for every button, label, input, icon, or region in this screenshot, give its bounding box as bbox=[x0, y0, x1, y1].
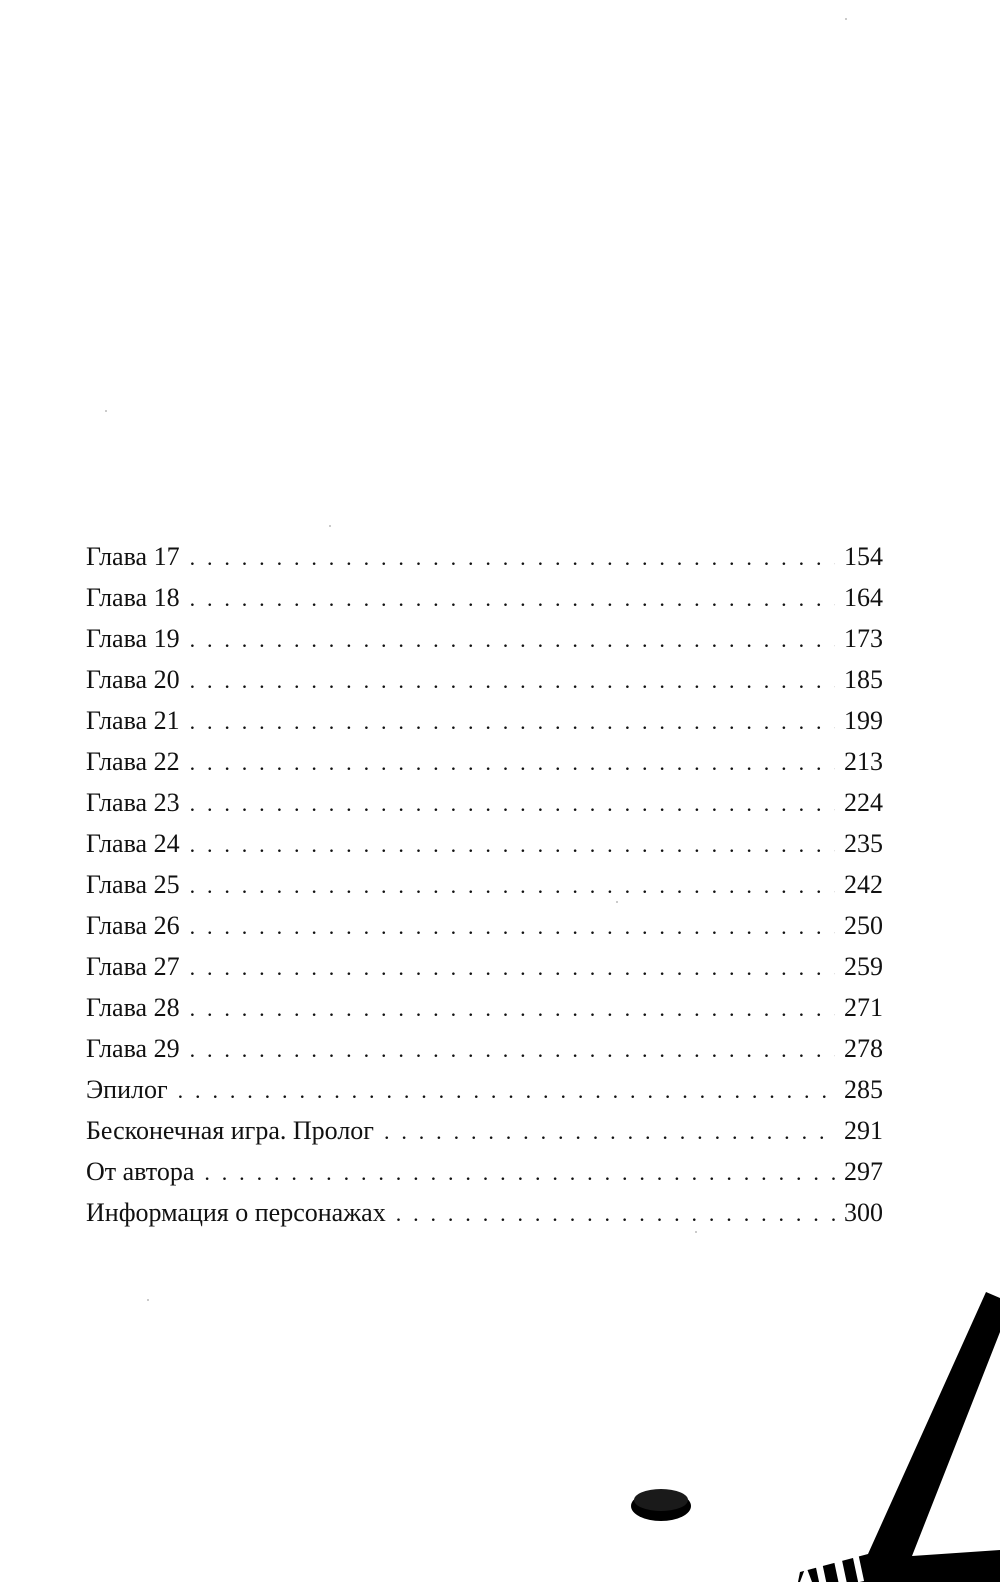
toc-entry-page: 154 bbox=[844, 542, 883, 571]
toc-dot-leader bbox=[190, 865, 835, 906]
toc-entry-title: Глава 17 bbox=[86, 542, 180, 571]
toc-entry-page: 271 bbox=[844, 993, 883, 1022]
toc-entry-page: 242 bbox=[844, 870, 883, 899]
toc-entry[interactable] bbox=[86, 905, 883, 946]
toc-dot-leader bbox=[190, 537, 835, 578]
toc-entry[interactable] bbox=[86, 741, 883, 782]
toc-entry-page: 297 bbox=[844, 1157, 883, 1186]
toc-entry[interactable] bbox=[86, 946, 883, 987]
toc-entry-title: Глава 19 bbox=[86, 624, 180, 653]
toc-entry-title: Глава 22 bbox=[86, 747, 180, 776]
toc-entry[interactable] bbox=[86, 987, 883, 1028]
toc-entry[interactable] bbox=[86, 1151, 883, 1192]
toc-entry[interactable] bbox=[86, 700, 883, 741]
toc-dot-leader bbox=[190, 619, 835, 660]
toc-dot-leader bbox=[190, 988, 835, 1029]
toc-entry-title: Глава 27 bbox=[86, 952, 180, 981]
toc-entry-page: 259 bbox=[844, 952, 883, 981]
toc-entry-title: Глава 29 bbox=[86, 1034, 180, 1063]
toc-entry-page: 300 bbox=[844, 1198, 883, 1227]
toc-entry[interactable] bbox=[86, 782, 883, 823]
toc-entry-page: 285 bbox=[844, 1075, 883, 1104]
toc-entry-page: 250 bbox=[844, 911, 883, 940]
toc-dot-leader bbox=[204, 1152, 835, 1193]
toc-entry-page: 278 bbox=[844, 1034, 883, 1063]
toc-entry-title: Глава 23 bbox=[86, 788, 180, 817]
toc-dot-leader bbox=[190, 824, 835, 865]
toc-entry[interactable] bbox=[86, 1192, 883, 1233]
toc-entry[interactable] bbox=[86, 1110, 883, 1151]
toc-dot-leader bbox=[178, 1070, 835, 1111]
toc-entry-title: Бесконечная игра. Пролог bbox=[86, 1116, 374, 1145]
hockey-stick-icon bbox=[798, 1292, 1000, 1582]
toc-entry-title: Глава 21 bbox=[86, 706, 180, 735]
toc-entry-page: 213 bbox=[844, 747, 883, 776]
toc-entry[interactable] bbox=[86, 618, 883, 659]
toc-entry-page: 185 bbox=[844, 665, 883, 694]
toc-entry-page: 164 bbox=[844, 583, 883, 612]
toc-entry-title: Глава 24 bbox=[86, 829, 180, 858]
toc-entry[interactable] bbox=[86, 577, 883, 618]
toc-entry-title: Глава 25 bbox=[86, 870, 180, 899]
toc-dot-leader bbox=[190, 701, 835, 742]
toc-entry-page: 291 bbox=[844, 1116, 883, 1145]
toc-dot-leader bbox=[190, 578, 835, 619]
toc-entry-page: 224 bbox=[844, 788, 883, 817]
table-of-contents bbox=[86, 536, 883, 1233]
toc-entry-title: Глава 18 bbox=[86, 583, 180, 612]
toc-entry-title: Информация о персонажах bbox=[86, 1198, 386, 1227]
toc-entry[interactable] bbox=[86, 659, 883, 700]
toc-entry-title: От автора bbox=[86, 1157, 195, 1186]
toc-entry[interactable] bbox=[86, 1069, 883, 1110]
toc-entry-page: 235 bbox=[844, 829, 883, 858]
toc-entry-page: 173 bbox=[844, 624, 883, 653]
toc-dot-leader bbox=[190, 783, 835, 824]
toc-entry[interactable] bbox=[86, 1028, 883, 1069]
toc-dot-leader bbox=[190, 906, 835, 947]
toc-entry-title: Глава 26 bbox=[86, 911, 180, 940]
toc-dot-leader bbox=[190, 1029, 835, 1070]
toc-dot-leader bbox=[190, 742, 835, 783]
toc-entry[interactable] bbox=[86, 823, 883, 864]
toc-entry-title: Глава 28 bbox=[86, 993, 180, 1022]
toc-entry[interactable] bbox=[86, 536, 883, 577]
toc-dot-leader bbox=[190, 947, 835, 988]
toc-dot-leader bbox=[384, 1111, 835, 1152]
hockey-puck-icon bbox=[631, 1489, 691, 1521]
toc-dot-leader bbox=[396, 1193, 835, 1234]
toc-entry-title: Глава 20 bbox=[86, 665, 180, 694]
toc-dot-leader bbox=[190, 660, 835, 701]
toc-entry-title: Эпилог bbox=[86, 1075, 168, 1104]
toc-entry[interactable] bbox=[86, 864, 883, 905]
toc-entry-page: 199 bbox=[844, 706, 883, 735]
